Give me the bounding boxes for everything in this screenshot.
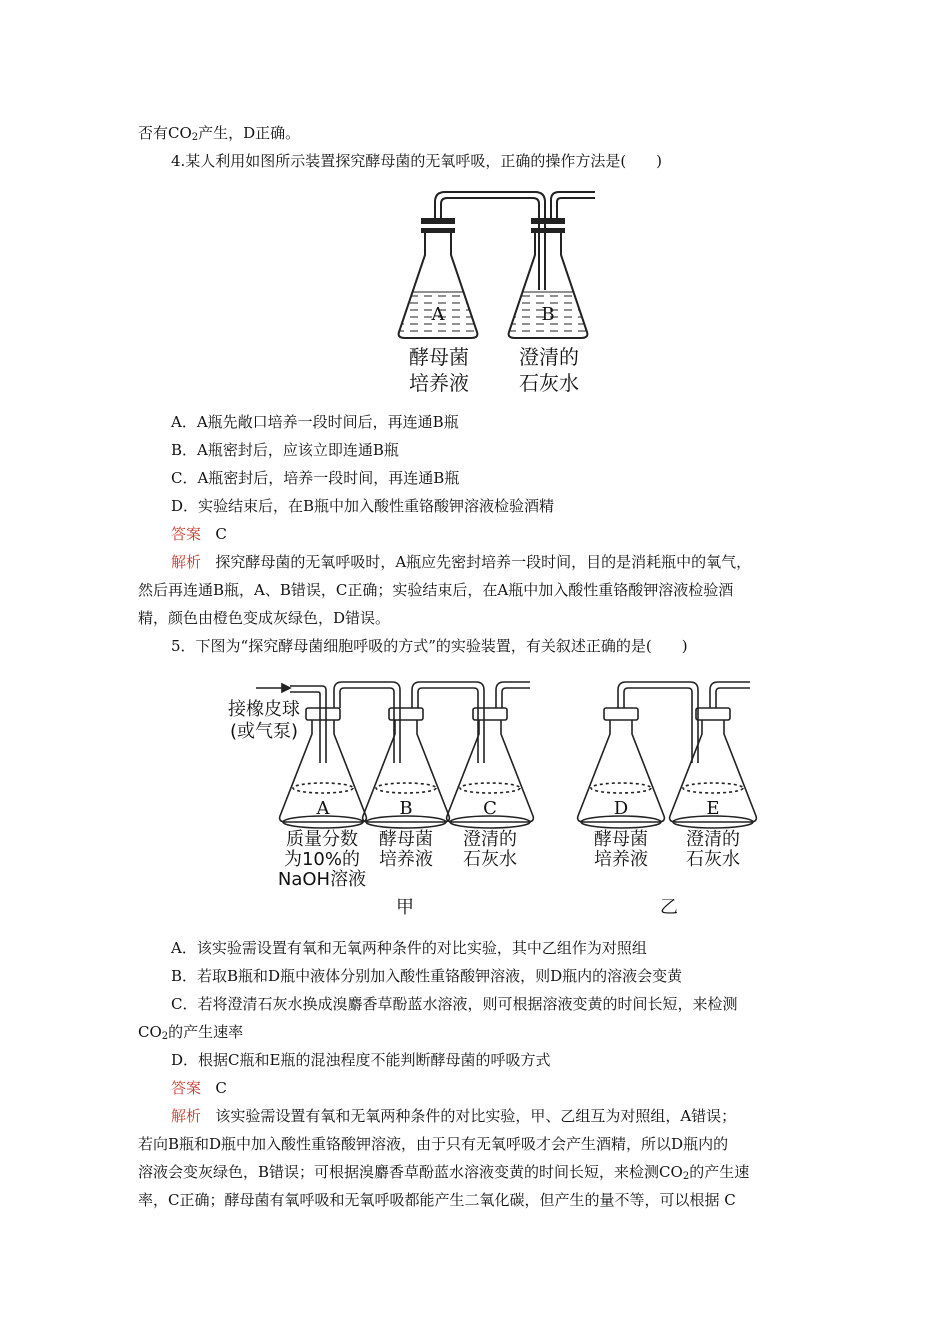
q5-option-d: D．根据C瓶和E瓶的混浊程度不能判断酵母菌的呼吸方式 — [171, 1051, 551, 1069]
flask-a-label-1: 质量分数 — [286, 829, 358, 850]
flask-a-label-2: 培养液 — [409, 371, 469, 395]
flask-a-label-2: 为10%的 — [283, 849, 360, 870]
flask-a-letter: A — [431, 304, 445, 325]
group-jia-label: 甲 — [396, 897, 414, 918]
flask-a-label-3: NaOH溶液 — [277, 869, 367, 890]
flask-d-letter: D — [613, 798, 629, 819]
explanation-label: 解析 — [171, 1107, 202, 1125]
figure-1-apparatus — [395, 180, 620, 402]
q5-option-a: A．该实验需设置有氧和无氧两种条件的对比实验，其中乙组作为对照组 — [171, 939, 647, 957]
flask-b-label-2: 石灰水 — [519, 371, 579, 395]
pump-label-2: (或气泵) — [229, 721, 299, 742]
flask-c-label-2: 石灰水 — [463, 849, 517, 870]
flask-a-label-1: 酵母菌 — [409, 345, 469, 369]
flask-e-letter: E — [706, 798, 720, 819]
figure-2-apparatus — [208, 668, 780, 930]
flask-b-label-2: 培养液 — [379, 849, 433, 870]
answer-label: 答案 — [171, 1079, 202, 1097]
q5-option-b: B．若取B瓶和D瓶中液体分别加入酸性重铬酸钾溶液，则D瓶内的溶液会变黄 — [171, 967, 683, 985]
q4-explanation-1: 解析 探究酵母菌的无氧呼吸时，A瓶应先密封培养一段时间，目的是消耗瓶中的氧气， — [171, 553, 752, 571]
flask-e-label-2: 石灰水 — [686, 849, 740, 870]
flask-d-label-1: 酵母菌 — [594, 829, 648, 850]
prev-answer-tail: 否有$CO_2$产生，D正确。 — [138, 124, 301, 143]
flask-b-label-1: 澄清的 — [519, 345, 579, 369]
q5-option-c-2: $CO_2$的产生速率 — [138, 1023, 244, 1042]
q4-option-b: B．A瓶密封后，应该立即连通B瓶 — [171, 441, 399, 459]
q4-option-c: C．A瓶密封后，培养一段时间，再连通B瓶 — [171, 469, 460, 487]
q4-option-a: A．A瓶先敞口培养一段时间后，再连通B瓶 — [171, 413, 459, 431]
flask-b-label-1: 酵母菌 — [379, 829, 433, 850]
question-4: 4.某人利用如图所示装置探究酵母菌的无氧呼吸，正确的操作方法是( ) — [171, 152, 663, 170]
flask-b-letter: B — [399, 798, 413, 819]
flask-b-letter: B — [541, 304, 555, 325]
flask-a-letter: A — [316, 798, 330, 819]
group-yi-label: 乙 — [660, 897, 678, 918]
flask-e-label-1: 澄清的 — [686, 829, 740, 850]
q5-answer: 答案 C — [171, 1079, 227, 1097]
q5-explanation-2: 若向B瓶和D瓶中加入酸性重铬酸钾溶液，由于只有无氧呼吸才会产生酒精，所以D瓶内的 — [138, 1135, 729, 1153]
q5-explanation-4: 率，C正确；酵母菌有氧呼吸和无氧呼吸都能产生二氧化碳，但产生的量不等，可以根据 C — [138, 1191, 736, 1209]
flask-c-label-1: 澄清的 — [463, 829, 517, 850]
q5-option-c-1: C．若将澄清石灰水换成溴麝香草酚蓝水溶液，则可根据溶液变黄的时间长短，来检测 — [171, 995, 738, 1013]
q4-explanation-3: 精，颜色由橙色变成灰绿色，D错误。 — [138, 609, 391, 627]
q4-answer: 答案 C — [171, 525, 227, 543]
explanation-label: 解析 — [171, 553, 202, 571]
flask-c-letter: C — [483, 798, 497, 819]
answer-label: 答案 — [171, 525, 202, 543]
q5-explanation-3: 溶液会变灰绿色，B错误；可根据溴麝香草酚蓝水溶液变黄的时间长短，来检测$CO_2$的产生速 — [138, 1163, 750, 1182]
q4-option-d: D．实验结束后，在B瓶中加入酸性重铬酸钾溶液检验酒精 — [171, 497, 555, 515]
question-5: 5．下图为“探究酵母菌细胞呼吸的方式”的实验装置，有关叙述正确的是( ) — [171, 637, 688, 655]
q5-explanation-1: 解析 该实验需设置有氧和无氧两种条件的对比实验，甲、乙组互为对照组，A错误； — [171, 1107, 737, 1125]
flask-d-label-2: 培养液 — [594, 849, 648, 870]
pump-label-1: 接橡皮球 — [228, 699, 300, 720]
q4-explanation-2: 然后再连通B瓶，A、B错误，C正确；实验结束后，在A瓶中加入酸性重铬酸钾溶液检验酒 — [138, 581, 734, 599]
